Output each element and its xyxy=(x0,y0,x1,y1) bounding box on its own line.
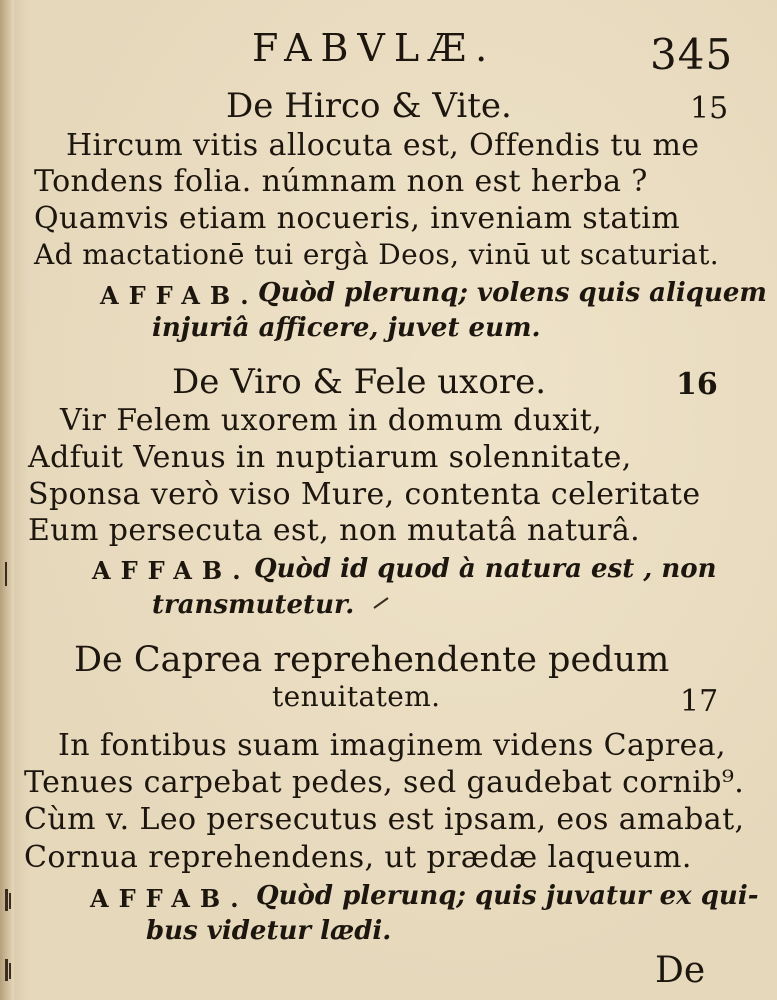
fable-17-title-line-1: De Caprea reprehendente pedum xyxy=(74,640,670,680)
fable-15-verse-3: Quamvis etiam nocueris, inveniam statim xyxy=(34,201,681,236)
fable-15-moral-label: AFFAB. xyxy=(100,281,259,310)
fable-16-moral-line-1: Quòd id quod à natura est , non xyxy=(254,554,717,584)
fable-15-title: De Hirco & Vite. xyxy=(226,86,512,126)
fable-16-verse-2: Adfuit Venus in nuptiarum solennitate, xyxy=(28,440,632,475)
fable-17-moral-line-2: bus videtur lædi. xyxy=(146,916,392,946)
fable-17-verse-2: Tenues carpebat pedes, sed gaudebat cornib⁹. xyxy=(24,765,745,800)
fable-17-verse-4: Cornua reprehendens, ut prædæ laqueum. xyxy=(24,840,692,875)
fable-15-verse-4: Ad mactationē tui ergà Deos, vinū ut scaturiat. xyxy=(34,238,720,271)
fable-15-moral-line-2: injuriâ afficere, juvet eum. xyxy=(152,313,541,343)
fable-15-verse-2: Tondens folia. númnam non est herba ? xyxy=(34,164,648,199)
fable-16-verse-4: Eum persecuta est, non mutatâ naturâ. xyxy=(28,513,641,548)
fable-16-verse-1: Vir Felem uxorem in domum duxit, xyxy=(60,403,603,438)
fable-17-verse-1: In fontibus suam imaginem videns Caprea, xyxy=(58,728,726,763)
fable-16-number: 16 xyxy=(676,367,718,402)
margin-mark xyxy=(2,955,14,985)
fable-15-moral-line-1: Quòd plerunq; volens quis aliquem xyxy=(258,278,767,308)
page-gutter xyxy=(0,0,14,1000)
fable-15-number: 15 xyxy=(690,91,729,126)
fable-17-title-line-2: tenuitatem. xyxy=(272,680,441,713)
fable-17-verse-3: Cùm v. Leo persecutus est ipsam, eos amabat, xyxy=(24,802,745,837)
ink-stroke xyxy=(372,596,392,610)
fable-15-verse-1: Hircum vitis allocuta est, Offendis tu me xyxy=(66,128,700,163)
fable-16-moral-label: AFFAB. xyxy=(92,556,251,585)
catchword: De xyxy=(655,950,706,991)
fable-17-moral-label: AFFAB. xyxy=(90,884,249,913)
margin-mark xyxy=(2,885,14,915)
fable-17-moral-line-1: Quòd plerunq; quis juvatur ex qui- xyxy=(256,881,759,911)
fable-17-number: 17 xyxy=(680,684,719,719)
page-number: 345 xyxy=(650,30,734,79)
fable-16-moral-line-2: transmutetur. xyxy=(152,590,355,620)
running-head: FABVLÆ. xyxy=(252,26,497,70)
fable-16-verse-3: Sponsa verò viso Mure, contenta celeritate xyxy=(28,477,701,512)
margin-mark xyxy=(2,560,12,590)
fable-16-title: De Viro & Fele uxore. xyxy=(172,362,546,402)
